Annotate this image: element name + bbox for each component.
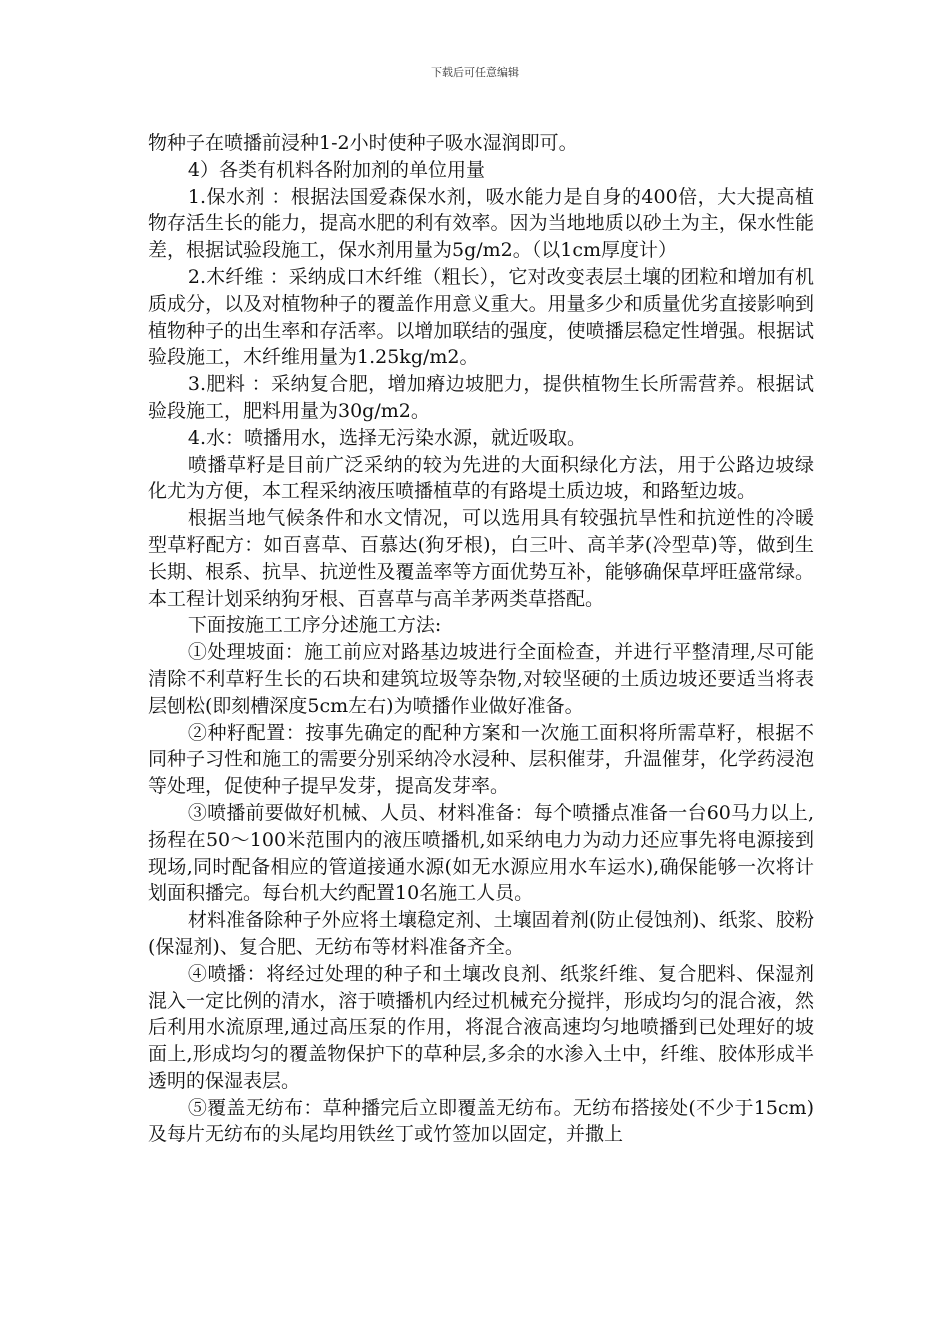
paragraph: 4）各类有机料各附加剂的单位用量 bbox=[187, 158, 485, 181]
paragraph: ⑤覆盖无纺布：草种播完后立即覆盖无纺布。无纺布搭接处(不少于15cm)及每片无纺布的头尾均用铁丝丁或竹签加以固定，并撒上 bbox=[148, 1096, 814, 1146]
paragraph: ③喷播前要做好机械、人员、材料准备：每个喷播点准备一台60马力以上,扬程在50～100米范围内的液压喷播机,如采纳电力为动力还应事先将电源接到现场,同时配备相应的管道接通水源(如无水源应用水车运水),确保能够一次将计划面积播完。每台机大约配置10名施工人员。 bbox=[148, 801, 814, 905]
paragraph: 4.水：喷播用水，选择无污染水源，就近吸取。 bbox=[187, 426, 587, 449]
paragraph: 下面按施工工序分述施工方法: bbox=[187, 614, 442, 637]
paragraph: ④喷播：将经过处理的种子和土壤改良剂、纸浆纤维、复合肥料、保湿剂混入一定比例的清水，溶于喷播机内经过机械充分搅拌，形成均匀的混合液，然后利用水流原理,通过高压泵的作用，将混合液高速均匀地喷播到已处理好的坡面上,形成均匀的覆盖物保护下的草种层,多余的水渗入土中，纤维、胶体形成半透明的保湿表层。 bbox=[148, 962, 814, 1092]
paragraph: 物种子在喷播前浸种1-2小时使种子吸水湿润即可。 bbox=[148, 132, 578, 154]
document-body bbox=[148, 130, 814, 1148]
paragraph: 材料准备除种子外应将土壤稳定剂、土壤固着剂(防止侵蚀剂)、纸浆、胶粉(保湿剂)、复合肥、无纺布等材料准备齐全。 bbox=[148, 909, 814, 958]
paragraph: ①处理坡面：施工前应对路基边坡进行全面检查，并进行平整清理,尽可能清除不利草籽生长的石块和建筑垃圾等杂物,对较坚硬的土质边坡还要适当将表层刨松(即刻槽深度5cm左右)为喷播作业做好准备。 bbox=[148, 641, 814, 717]
paragraph: 喷播草籽是目前广泛采纳的较为先进的大面积绿化方法，用于公路边坡绿化尤为方便，本工程采纳液压喷播植草的有路堤土质边坡，和路堑边坡。 bbox=[148, 453, 814, 503]
paragraph: 3.肥料 ：采纳复合肥，增加瘠边坡肥力，提供植物生长所需营养。根据试验段施工，肥料用量为30g/m2。 bbox=[148, 373, 814, 422]
paragraph: 1.保水剂 ：根据法国爱森保水剂，吸水能力是自身的400倍，大大提高植物存活生长的能力，提高水肥的利有效率。因为当地地质以砂土为主，保水性能差，根据试验段施工，保水剂用量为5g/m2。（以1cm厚度计） bbox=[148, 185, 814, 262]
paragraph: ②种籽配置：按事先确定的配种方案和一次施工面积将所需草籽，根据不同种子习性和施工的需要分别采纳冷水浸种、层积催芽，升温催芽，化学药浸泡等处理，促使种子提早发芽，提高发芽率。 bbox=[148, 721, 814, 798]
paragraph: 2.木纤维 ：采纳成口木纤维（粗长），它对改变表层土壤的团粒和增加有机质成分，以及对植物种子的覆盖作用意义重大。用量多少和质量优劣直接影响到植物种子的出生率和存活率。以增加联结的强度，使喷播层稳定性增强。根据试验段施工，木纤维用量为1.25kg/m2。 bbox=[148, 265, 814, 369]
page-header-note: 下载后可任意编辑 bbox=[431, 66, 519, 79]
paragraph: 根据当地气候条件和水文情况，可以选用具有较强抗旱性和抗逆性的冷暖型草籽配方：如百喜草、百慕达(狗牙根)，白三叶、高羊茅(冷型草)等，做到生长期、根系、抗旱、抗逆性及覆盖率等方面优势互补，能够确保草坪旺盛常绿。本工程计划采纳狗牙根、百喜草与高羊茅两类草搭配。 bbox=[148, 507, 814, 610]
